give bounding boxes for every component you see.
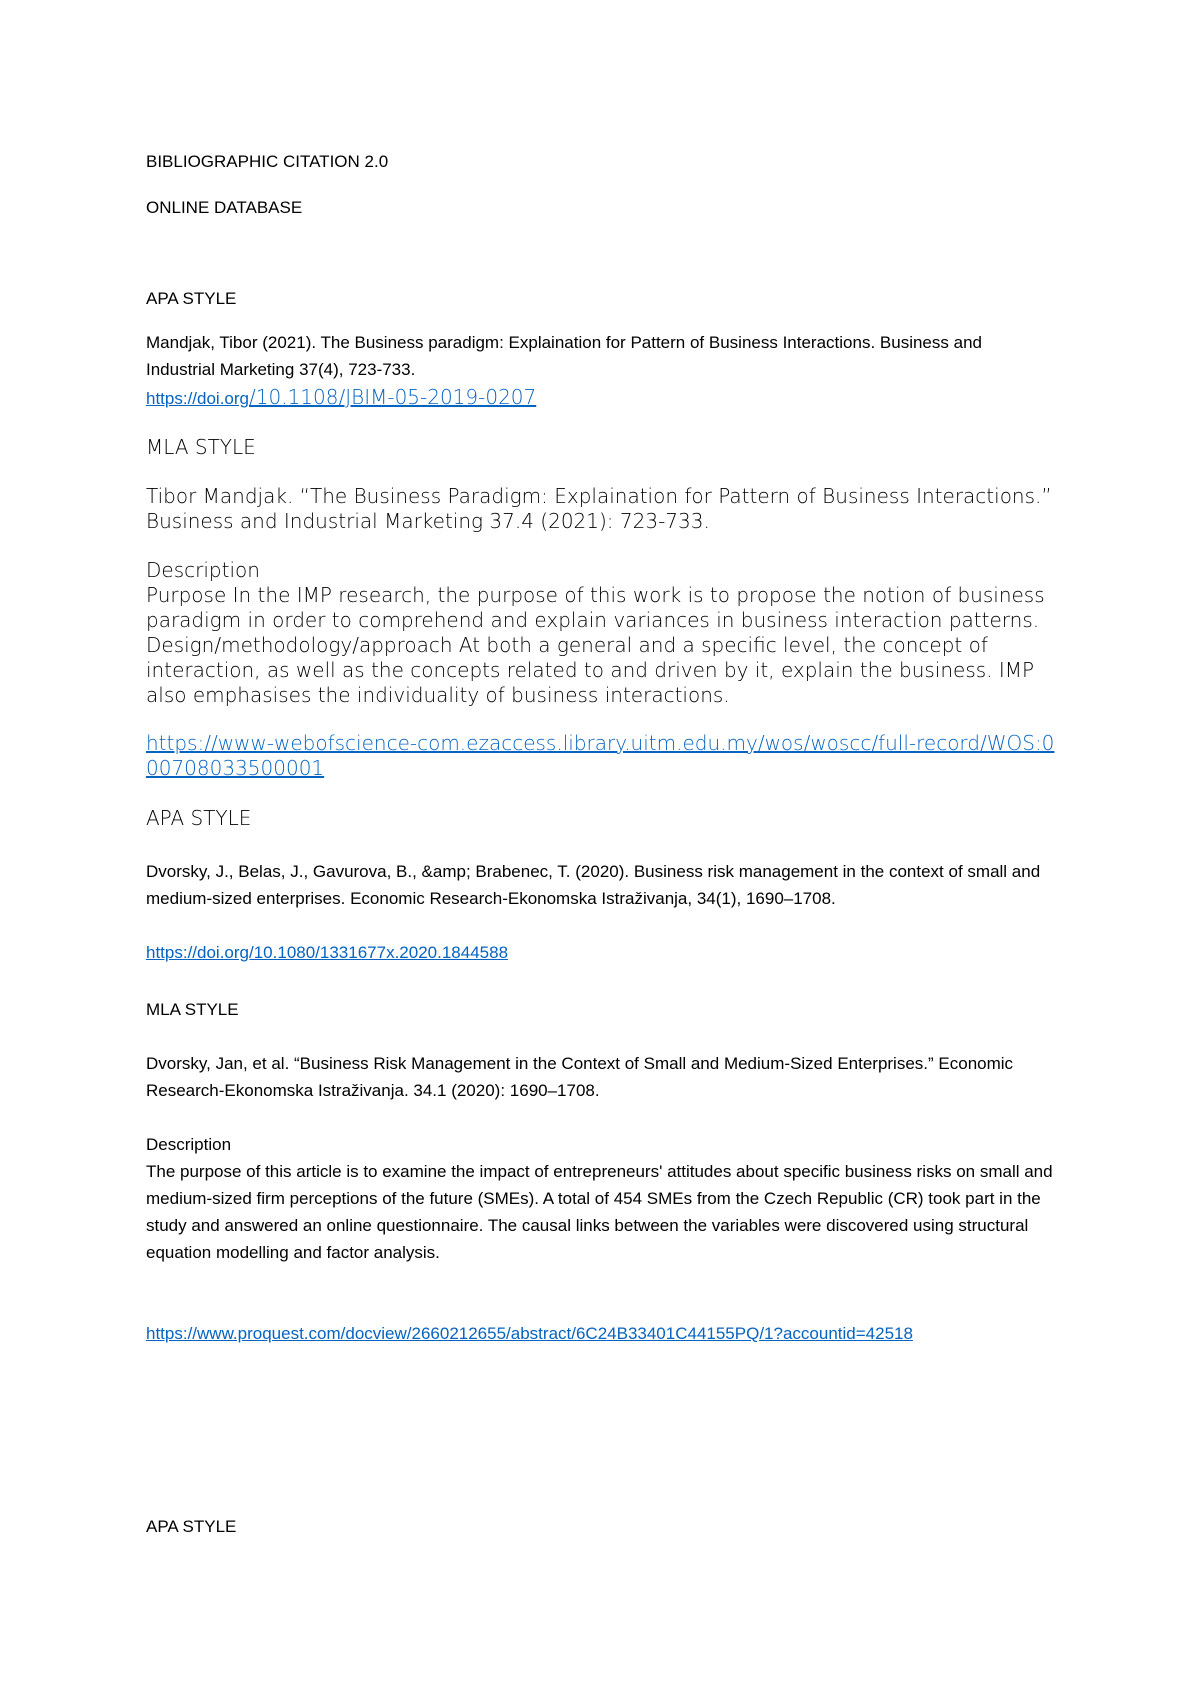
entry2-apa-citation: Dvorsky, J., Belas, J., Gavurova, B., &amp; Brabenec, T. (2020). Business risk management in the context of small and medium-sized enterprises. Economic Research-Ekonomska Istraživanja, 34(1), 1690–1708. xyxy=(146,862,1041,908)
entry2-database-link-text[interactable]: https://www.proquest.com/docview/2660212655/abstract/6C24B33401C44155PQ/1?accountid=42518 xyxy=(146,1324,913,1343)
entry1-doi-link-host[interactable]: https://doi.org xyxy=(146,389,250,408)
entry2-database-link[interactable] xyxy=(146,1320,946,1347)
entry2-apa-heading: APA STYLE xyxy=(146,806,252,830)
document-title: BIBLIOGRAPHIC CITATION 2.0 xyxy=(146,152,389,171)
entry1-apa-citation: Mandjak, Tibor (2021). The Business paradigm: Explaination for Pattern of Business Interactions. Business and Industrial Marketing 37(4), 723-733. xyxy=(146,333,982,379)
entry1-database-link[interactable] xyxy=(146,731,1061,781)
entry1-description-heading: Description xyxy=(146,558,260,582)
entry1-doi-link[interactable] xyxy=(146,385,536,412)
entry1-mla-citation: Tibor Mandjak. “The Business Paradigm: Explaination for Pattern of Business Interactions.” Business and Industrial Marketing 37.4 (2021): 723-733. xyxy=(146,484,1052,533)
entry2-mla-heading: MLA STYLE xyxy=(146,1000,239,1019)
entry2-doi-link-text[interactable]: https://doi.org/10.1080/1331677x.2020.1844588 xyxy=(146,943,509,962)
entry3-apa-heading: APA STYLE xyxy=(146,1517,237,1536)
entry1-database-link-text[interactable]: https://www-webofscience-com.ezaccess.library.uitm.edu.my/wos/woscc/full-record/WOS:000708033500001 xyxy=(146,731,1055,780)
entry2-mla-citation: Dvorsky, Jan, et al. “Business Risk Management in the Context of Small and Medium-Sized Enterprises.” Economic Research-Ekonomska Istraživanja. 34.1 (2020): 1690–1708. xyxy=(146,1054,1014,1100)
entry1-apa-heading: APA STYLE xyxy=(146,289,237,308)
entry2-description-text: The purpose of this article is to examine the impact of entrepreneurs' attitudes about specific business risks on small and medium-sized firm perceptions of the future (SMEs). A total of 454 SMEs from the Czech Republic (CR) took part in the study and answered an online questionnaire. The causal links between the variables were discovered using structural equation modelling and factor analysis. xyxy=(146,1162,1053,1262)
entry1-doi-link-path[interactable]: /10.1108/JBIM-05-2019-0207 xyxy=(249,385,537,409)
entry2-description-heading: Description xyxy=(146,1135,232,1154)
entry1-description-text: Purpose In the IMP research, the purpose of this work is to propose the notion of business paradigm in order to comprehend and explain variances in business interaction patterns. Design/methodology/approach At both a general and a specific level, the concept of interaction, as well as the concepts related to and driven by it, explain the business. IMP also emphasises the individuality of business interactions. xyxy=(146,583,1045,707)
entry2-doi-link[interactable] xyxy=(146,939,508,966)
entry1-mla-heading: MLA STYLE xyxy=(146,435,256,459)
document-subtitle: ONLINE DATABASE xyxy=(146,198,303,217)
